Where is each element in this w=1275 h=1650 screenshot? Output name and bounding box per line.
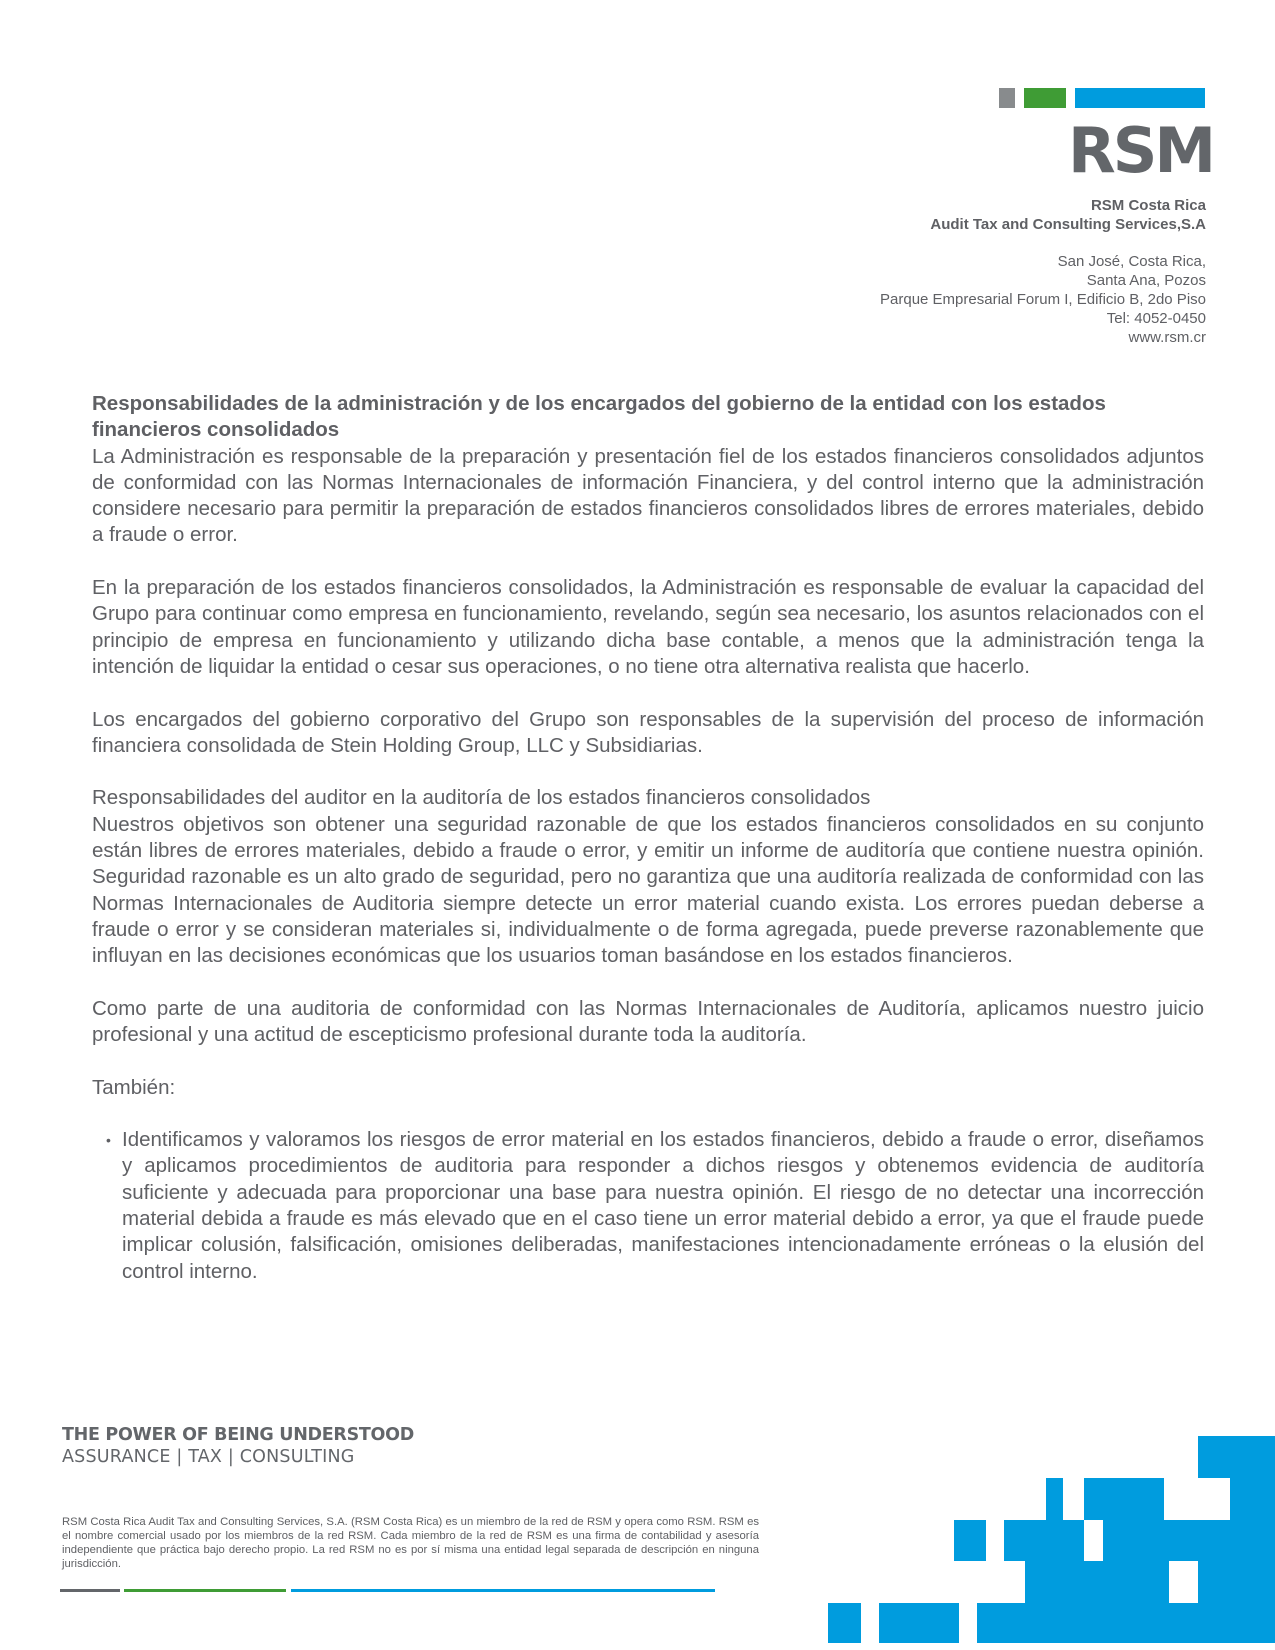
footer-disclaimer: RSM Costa Rica Audit Tax and Consulting Services, S.A. (RSM Costa Rica) es un miembro de la red de RSM y opera como RSM. RSM es el nombre comercial usado por los miembros de la red RSM. Cada miembro de la red de RSM es una firma de contabilidad y asesoría independiente que práctica bajo derecho propio. La red RSM no es por sí misma una entidad legal separada de descripción en ninguna jurisdicción. bbox=[62, 1516, 759, 1570]
logo-bar-blue bbox=[1075, 88, 1205, 108]
logo-wordmark: RSM bbox=[1068, 114, 1214, 187]
section-heading-management: Responsabilidades de la administración y de los encargados del gobierno de la entidad con los estados financieros consolidados bbox=[92, 392, 1106, 442]
footer-line-green bbox=[124, 1589, 286, 1592]
paragraph: En la preparación de los estados financieros consolidados, la Administración es responsable de evaluar la capacidad del Grupo para continuar como empresa en funcionamiento, revelando, según sea necesario, los asuntos relacionados con el principio de empresa en funcionamiento y utilizando dicha base contable, a menos que la administración tenga la intención de liquidar la entidad o cesar sus operaciones, o no tiene otra alternativa realista que hacerlo. bbox=[92, 576, 1204, 678]
footer-tagline bbox=[62, 1424, 414, 1468]
mosaic-block bbox=[1230, 1478, 1275, 1520]
company-legal-name: Audit Tax and Consulting Services,S.A bbox=[930, 216, 1206, 233]
services-text: ASSURANCE | TAX | CONSULTING bbox=[62, 1447, 355, 1467]
mosaic-block bbox=[1084, 1478, 1164, 1520]
mosaic-block bbox=[1046, 1478, 1063, 1520]
footer-line-blue bbox=[291, 1589, 715, 1592]
bullet-list bbox=[92, 1127, 1204, 1285]
paragraph: Los encargados del gobierno corporativo del Grupo son responsables de la supervisión del proceso de información financiera consolidada de Stein Holding Group, LLC y Subsidiarias. bbox=[92, 707, 1204, 757]
address-line: Parque Empresarial Forum I, Edificio B, 2do Piso bbox=[880, 291, 1206, 308]
mosaic-block bbox=[954, 1520, 986, 1561]
paragraph: Nuestros objetivos son obtener una seguridad razonable de que los estados financieros consolidados en su conjunto están libres de errores materiales, debido a fraude o error, y emitir un informe de auditoría que contiene nuestra opinión. Seguridad razonable es un alto grado de seguridad, pero no garantiza que una auditoría realizada de conformidad con las Normas Internacionales de Auditoria siempre detecte un error material cuando exista. Los errores puedan deberse a fraude o error y se consideran materiales si, individualmente o de forma agregada, puede preverse razonablemente que influyan en las decisiones económicas que los usuarios toman basándose en los estados financieros. bbox=[92, 812, 1204, 968]
mosaic-block bbox=[1004, 1520, 1084, 1561]
section-heading-auditor: Responsabilidades del auditor en la auditoría de los estados financieros consolidados bbox=[92, 786, 871, 810]
list-item bbox=[106, 1127, 1204, 1285]
mosaic-block bbox=[1198, 1561, 1275, 1603]
logo-bar-gray bbox=[999, 88, 1015, 108]
paragraph: Como parte de una auditoria de conformidad con las Normas Internacionales de Auditoría, aplicamos nuestro juicio profesional y una actitud de escepticismo profesional durante toda la auditoría. bbox=[92, 996, 1204, 1047]
footer-line-gray bbox=[60, 1589, 120, 1592]
mosaic-block bbox=[1025, 1561, 1169, 1603]
phone-number: Tel: 4052-0450 bbox=[1106, 310, 1206, 327]
mosaic-block bbox=[977, 1603, 1275, 1643]
mosaic-block bbox=[828, 1603, 861, 1643]
paragraph: La Administración es responsable de la preparación y presentación fiel de los estados financieros consolidados adjuntos de conformidad con las Normas Internacionales de información Financiera, y del control interno que la administración considere necesario para permitir la preparación de estados financieros consolidados libres de errores materiales, debido a fraude o error. bbox=[92, 444, 1204, 547]
list-item-text: Identificamos y valoramos los riesgos de error material en los estados financieros, debido a fraude o error, diseñamos y aplicamos procedimientos de auditoria para responder a dichos riesgos y obtenemos evidencia de auditoría suficiente y adecuada para proporcionar una base para nuestra opinión. El riesgo de no detectar una incorrección material debida a fraude es más elevado que en el caso tiene un error material debido a error, ya que el fraude puede implicar colusión, falsificación, omisiones deliberadas, manifestaciones intencionadamente erróneas o la elusión del control interno. bbox=[122, 1128, 1204, 1283]
address-line: San José, Costa Rica, bbox=[1057, 253, 1206, 270]
company-address-block bbox=[880, 196, 1206, 347]
tagline-text: THE POWER OF BEING UNDERSTOOD bbox=[62, 1425, 414, 1445]
address-line: Santa Ana, Pozos bbox=[1086, 272, 1206, 289]
mosaic-block bbox=[879, 1603, 959, 1643]
document-body bbox=[92, 391, 1204, 1285]
company-name: RSM Costa Rica bbox=[1090, 197, 1206, 214]
website-link[interactable]: www.rsm.cr bbox=[1128, 329, 1206, 346]
logo-bar-green bbox=[1024, 88, 1066, 108]
tambien-label: También: bbox=[92, 1075, 176, 1099]
mosaic-block bbox=[1198, 1436, 1275, 1478]
bullet-icon: • bbox=[106, 1132, 111, 1149]
mosaic-block bbox=[1103, 1520, 1275, 1561]
